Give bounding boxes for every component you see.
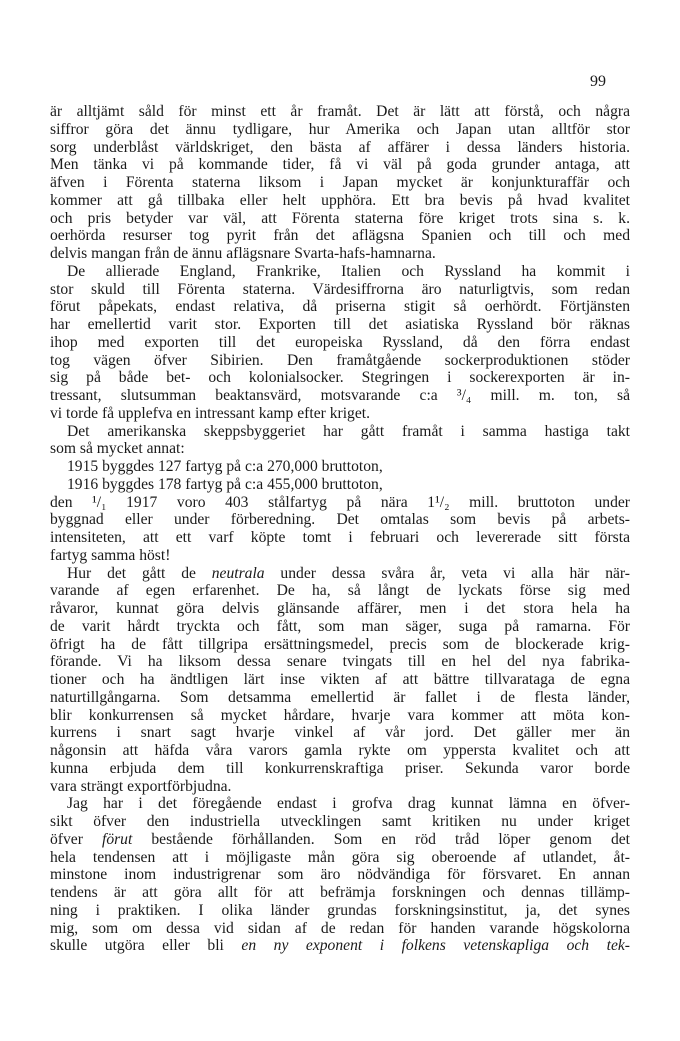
text-line: Det amerikanska skeppsbyggeriet har gått framåt i samma hastiga takt bbox=[67, 422, 630, 440]
text-line: siffror göra det ännu tydligare, hur Amerika och Japan utan alltför stor bbox=[50, 120, 630, 138]
text-span: Hur det gått de bbox=[67, 564, 212, 582]
text-line: den ¹/₁ 1917 voro 403 stålfartyg på nära 1¹/₂ mill. bruttoton under bbox=[50, 493, 630, 511]
text-line: fartyg samma höst! bbox=[50, 546, 171, 564]
paragraph bbox=[50, 423, 630, 459]
text-line: råvaror, kunnat göra delvis glänsande affärer, men i det stora hela ha bbox=[50, 600, 630, 617]
text-line: varande af egen erfarenhet. De ha, så långt de lyckats förse sig med bbox=[50, 582, 630, 600]
page-number: 99 bbox=[590, 73, 606, 90]
text-line: äfven i Förenta staterna liksom i Japan mycket är konjunkturaffär och bbox=[50, 174, 630, 191]
list-item: 1916 byggdes 178 fartyg på c:a 455,000 bruttoton, bbox=[67, 475, 383, 493]
text-line: De allierade England, Frankrike, Italien och Ryssland ha kommit i bbox=[67, 262, 630, 280]
text-line: sikt öfver den industriella utvecklingen samt kritiken nu under kriget bbox=[50, 813, 630, 830]
text-line bbox=[50, 565, 630, 583]
list bbox=[50, 458, 630, 494]
text-line: hela tendensen att i möjligaste mån göra sig oberoende af utlandet, åt- bbox=[50, 848, 630, 866]
paragraph bbox=[50, 795, 630, 955]
text-line: öfrigt ha de fått tillgripa ersättningsmedel, precis som de blockerade krig- bbox=[50, 635, 630, 653]
text-line: kunna erbjuda dem till konkurrenskraftiga priser. Sekunda varor borde bbox=[50, 759, 630, 777]
text-line: tendens är att göra allt för att befrämja forskningen och dennas tillämp- bbox=[50, 884, 630, 901]
text-line: och pris betyder var väl, att Förenta staterna före kriget trots sina s. k. bbox=[50, 209, 630, 227]
text-line: byggnad eller under förberedning. Det omtalas som bevis på arbets- bbox=[50, 511, 630, 529]
text-line: stor skuld till Förenta staterna. Värdesiffrorna äro naturligtvis, som redan bbox=[50, 280, 630, 298]
text-line: vi torde få upplefva en intressant kamp efter kriget. bbox=[50, 404, 370, 422]
paragraph bbox=[50, 494, 630, 565]
text-line bbox=[50, 937, 630, 955]
text-line: vara strängt exportförbjudna. bbox=[50, 777, 232, 795]
text-line: förande. Vi ha liksom dessa senare tvingats till en hel del nya fabrika- bbox=[50, 653, 630, 671]
text-line: intensiteten, att ett varf köpte tomt i februari och levererade sitt första bbox=[50, 529, 630, 546]
italic-text: neutrala bbox=[211, 564, 265, 582]
text-line: tressant, slutsumman beaktansvärd, motsvarande c:a ³/₄ mill. m. ton, så bbox=[50, 387, 630, 404]
text-line: kommer att gå tillbaka eller helt upphöra. Ett bra bevis på hvad kvalitet bbox=[50, 191, 630, 209]
text-span: under dessa svåra år, veta vi alla här när- bbox=[264, 564, 630, 582]
list-item: 1915 byggdes 127 fartyg på c:a 270,000 bruttoton, bbox=[67, 458, 383, 475]
text-line: har emellertid varit stor. Exporten till det asiatiska Ryssland bör räknas bbox=[50, 316, 630, 333]
text-line: tog vägen öfver Sibirien. Den framåtgående sockerproduktionen stöder bbox=[50, 351, 630, 369]
text-line: kurrens i snart sagt hvarje vinkel af vår jord. Det gäller mer än bbox=[50, 724, 630, 742]
text-span: bestående förhållanden. Som en röd tråd löper genom det bbox=[132, 830, 630, 848]
text-line: tioner och ha ändtligen lärt inse vikten af att bättre tillvaratagа de egna bbox=[50, 671, 630, 688]
paragraph bbox=[50, 263, 630, 423]
text-line: Men tänka vi på kommande tider, få vi väl på goda grunder antaga, att bbox=[50, 156, 630, 174]
text-span: skulle utgöra eller bli bbox=[50, 937, 242, 955]
text-span: öfver bbox=[50, 830, 102, 848]
text-line bbox=[50, 831, 630, 849]
text-line: förut påpekats, endast relativa, då priserna stigit så oerhördt. Förtjänsten bbox=[50, 298, 630, 316]
text-line: blir konkurrensen så mycket hårdare, hvarje vara kommer att möta kon- bbox=[50, 706, 630, 724]
body-text bbox=[50, 103, 630, 955]
text-line: mig, som om dessa vid sidan af de redan för handen varande högskolorna bbox=[50, 919, 630, 937]
text-line: någonsin att häfda våra varors gamla rykte om yppersta kvalitet och att bbox=[50, 742, 630, 759]
text-line: de varit hårdt tryckta och fått, som man säger, suga på ramarna. För bbox=[50, 617, 630, 635]
text-line: ning i praktiken. I olika länder grundas forskningsinstitut, ja, det synes bbox=[50, 901, 630, 919]
text-line: delvis mangan från de ännu aflägsnare Svarta-hafs-hamnarna. bbox=[50, 245, 436, 262]
text-line: sig på både bet- och kolonialsocker. Stegringen i sockerexporten är in- bbox=[50, 369, 630, 387]
italic-text: en ny exponent i folkens vetenskapliga och tek- bbox=[241, 937, 630, 955]
text-line: som så mycket annat: bbox=[50, 440, 185, 458]
text-line: oerhörda resurser tog pyrit från det aflägsna Spanien och till och med bbox=[50, 227, 630, 245]
text-line: ihop med exporten till det europeiska Ryssland, då den förra endast bbox=[50, 333, 630, 351]
text-line: sorg underblåst världskriget, den bästa af affärer i dessa länders historia. bbox=[50, 138, 630, 156]
text-line: är alltjämt såld för minst ett år framåt. Det är lätt att förstå, och några bbox=[50, 103, 630, 120]
paragraph bbox=[50, 565, 630, 796]
text-line: Jag har i det föregående endast i grofva drag kunnat lämna en öfver- bbox=[67, 795, 630, 813]
italic-text: förut bbox=[101, 830, 133, 848]
text-line: minstone inom industrigrenar som äro nödvändiga för försvaret. En annan bbox=[50, 866, 630, 884]
text-line: naturtillgångarna. Som detsamma emellertid är fallet i de flesta länder, bbox=[50, 688, 630, 706]
paragraph bbox=[50, 103, 630, 263]
